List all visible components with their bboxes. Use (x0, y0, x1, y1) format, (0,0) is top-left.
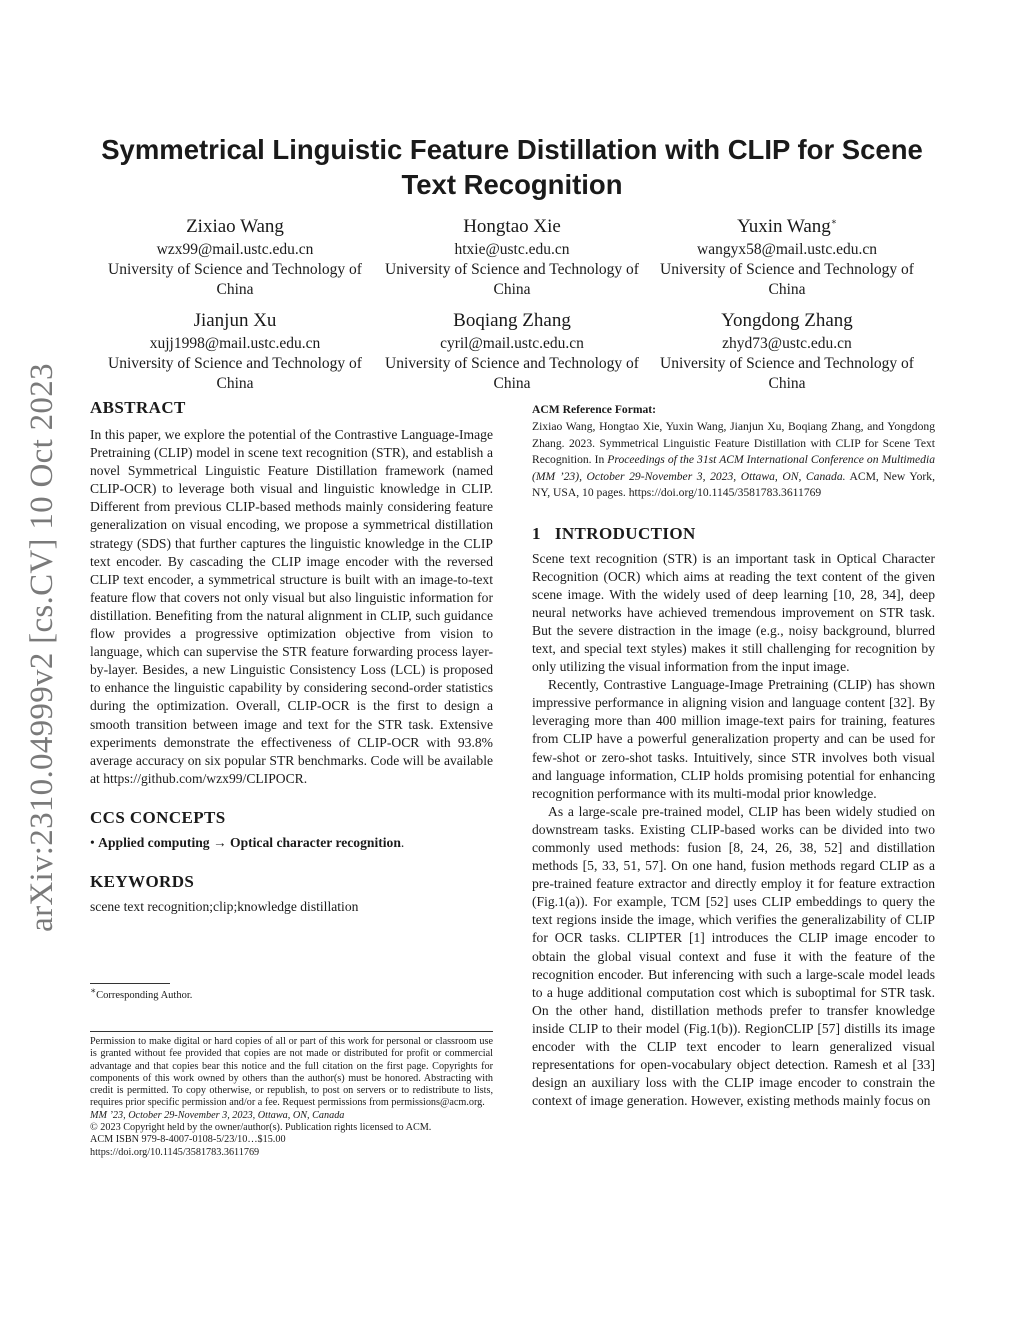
author-name: Zixiao Wang (186, 216, 284, 237)
right-column (532, 402, 935, 1110)
copyright-line: © 2023 Copyright held by the owner/author(s). Publication rights licensed to ACM. (90, 1122, 432, 1134)
author-name-line (656, 214, 918, 240)
author-name: Hongtao Xie (463, 216, 561, 237)
author-affiliation: University of Science and Technology of China (108, 261, 362, 298)
paper-title: Symmetrical Linguistic Feature Distillation with CLIP for Scene Text Recognition (101, 134, 923, 200)
author-email[interactable]: cyril@mail.ustc.edu.cn (440, 335, 584, 352)
author-block (381, 214, 643, 300)
acm-ref-publisher: ACM, New York, NY, USA, 10 pages. https://doi.org/10.1145/3581783.3611769 (532, 469, 935, 499)
keywords-heading: KEYWORDS (90, 871, 195, 891)
author-name: Yongdong Zhang (721, 310, 853, 331)
author-name: Yuxin Wang (737, 216, 831, 237)
author-email[interactable]: zhyd73@ustc.edu.cn (722, 335, 852, 352)
author-email[interactable]: wangyx58@mail.ustc.edu.cn (697, 241, 877, 258)
author-email[interactable]: htxie@ustc.edu.cn (454, 241, 570, 258)
permission-text: Permission to make digital or hard copies of all or part of this work for personal or classroom use is granted without fee provided that copies are not made or distributed for profit or commercial advantage and that copies bear this notice and the full citation on the first page. Copyrights for components of this work owned by others than the author(s) must be honored. Abstracting with credit is permitted. To copy otherwise, or republish, to post on servers or to redistribute to lists, requires prior specific permission and/or a fee. Request permissions from permissions@acm.org. (90, 1036, 493, 1109)
bullet: • (90, 834, 95, 850)
author-block (381, 308, 643, 394)
permission-block (90, 1036, 493, 1159)
author-affiliation: University of Science and Technology of China (385, 355, 639, 392)
author-email[interactable]: wzx99@mail.ustc.edu.cn (156, 241, 314, 258)
footnote-mark: ∗ (90, 985, 97, 996)
section-title: INTRODUCTION (554, 523, 696, 543)
ccs-concept-name: Applied computing (98, 834, 210, 850)
acm-ref-proceedings: Proceedings of the 31st ACM International Conference on Multimedia (MM ’23), October 29-November 3, 2023, Ottawa, ON, Canada. (532, 453, 935, 483)
footnote (90, 985, 193, 1002)
keywords-text: scene text recognition;clip;knowledge distillation (90, 898, 359, 914)
intro-paragraph-1: Scene text recognition (STR) is an important task in Optical Character Recognition (OCR) which aims at reading the text content of the given scene image. With the widely used of deep learning [10, 28, 34], deep neural networks have achieved tremendous improvement on STR task. But the severe distraction in the image (e.g., noisy background, blurred text, and special text styles) makes it still challenging for recognition by only utilizing the visual information from the input image. (532, 550, 935, 675)
author-affiliation: University of Science and Technology of China (108, 355, 362, 392)
arxiv-stamp-text: arXiv:2310.04999v2 [cs.CV] 10 Oct 2023 (23, 362, 60, 932)
ccs-subconcept: Optical character recognition (230, 834, 401, 850)
author-name: Jianjun Xu (193, 310, 277, 331)
venue-line: MM ’23, October 29-November 3, 2023, Ottawa, ON, Canada (90, 1109, 345, 1121)
intro-paragraph-3: As a large-scale pre-trained model, CLIP has been widely studied on downstream tasks. Existing CLIP-based works can be divided into two commonly used methods: fusion [8, 24, 26, 38, 52] and distillation methods [5, 33, 51, 57]. On one hand, fusion methods regard CLIP as a pre-trained feature extractor and directly employ it for feature extraction (Fig.1(a)). For example, TCM [52] uses CLIP embeddings to query the text regions inside the image, which verifies the generalizability of CLIP for OCR tasks. CLIPTER [1] introduces the CLIP image encoder to obtain the global visual context and fuse it with the feature of the recognition encoder. But inferencing with such a large-scale model leads to a huge additional computation cost which is suboptimal for STR task. On the other hand, distillation methods prefer to transfer knowledge inside CLIP to their model (Fig.1(b)). RegionCLIP [57] distills its image encoder with the CLIP text encoder to learn generalized visual representations for open-vocabulary object detection. Ramesh et al [33] design an auxiliary loss with the CLIP image encoder to constrain the context of image generation. However, existing methods mainly focus on (532, 803, 935, 1109)
doi-link[interactable]: https://doi.org/10.1145/3581783.3611769 (90, 1146, 260, 1158)
acm-ref-heading: ACM Reference Format: (532, 403, 657, 416)
acm-ref-authors: Zixiao Wang, Hongtao Xie, Yuxin Wang, Jianjun Xu, Boqiang Zhang, and Yongdong Zhang. 2023. Symmetrical Linguistic Feature Distillation with CLIP for Scene Text Recognition. In (532, 420, 935, 466)
author-name: Boqiang Zhang (453, 310, 571, 331)
abstract-heading: ABSTRACT (90, 398, 186, 417)
left-column (90, 398, 493, 916)
author-block (104, 214, 366, 300)
author-block (656, 214, 918, 300)
footnote-text: Corresponding Author. (96, 990, 193, 1001)
isbn-line: ACM ISBN 979-8-4007-0108-5/23/10…$15.00 (90, 1134, 286, 1146)
permission-divider (90, 1031, 493, 1032)
author-affiliation: University of Science and Technology of China (660, 261, 914, 298)
arrow-icon: → (213, 834, 227, 850)
abstract-text: In this paper, we explore the potential of the Contrastive Language-Image Pretraining (CLIP) model in scene text recognition (STR), and establish a novel Symmetrical Linguistic Feature Distillation framework (named CLIP-OCR) to leverage both visual and linguistic knowledge in CLIP. Different from previous CLIP-based methods mainly considering feature generalization on visual encoding, we propose a symmetrical distillation strategy (SDS) that further captures the linguistic knowledge in the CLIP text encoder. By cascading the CLIP image encoder with the reversed CLIP text encoder, a symmetrical structure is built with an image-to-text feature flow that covers not only visual but also linguistic information for distillation. Benefiting from the natural alignment in CLIP, such guidance flow provides a progressive optimization objective from vision to language, which can supervise the STR feature forwarding process layer-by-layer. Besides, a new Linguistic Consistency Loss (LCL) is proposed to enhance the linguistic capability by considering second-order statistics during the optimization. Overall, CLIP-OCR is the first to design a smooth transition between image and text for the STR task. Extensive experiments demonstrate the effectiveness of CLIP-OCR with 93.8% average accuracy on six popular STR benchmarks. Code will be available at https://github.com/wzx99/CLIPOCR. (90, 427, 493, 786)
arxiv-stamp (18, 352, 66, 942)
author-email[interactable]: xujj1998@mail.ustc.edu.cn (149, 335, 321, 352)
ccs-heading: CCS CONCEPTS (90, 807, 226, 827)
footnote-divider (90, 983, 170, 984)
section-number: 1 (532, 523, 541, 543)
intro-paragraph-2: Recently, Contrastive Language-Image Pretraining (CLIP) has shown impressive performance in aligning vision and language content [32]. By leveraging more than 400 million image-text pairs for training, features from CLIP have a powerful generalization property and can be used for few-shot or zero-shot tasks. Intuitively, since STR involves both visual and language information, CLIP holds promising potential for enhancing recognition performance with its multi-modal prior knowledge. (532, 677, 935, 801)
ccs-concept: • Applied computing → Optical character recognition. (90, 834, 405, 850)
author-block (656, 308, 918, 394)
acm-ref-text (532, 419, 935, 502)
corresponding-mark: ∗ (830, 216, 837, 227)
author-block (104, 308, 366, 394)
intro-heading (532, 524, 935, 544)
author-affiliation: University of Science and Technology of China (660, 355, 914, 392)
author-affiliation: University of Science and Technology of China (385, 261, 639, 298)
